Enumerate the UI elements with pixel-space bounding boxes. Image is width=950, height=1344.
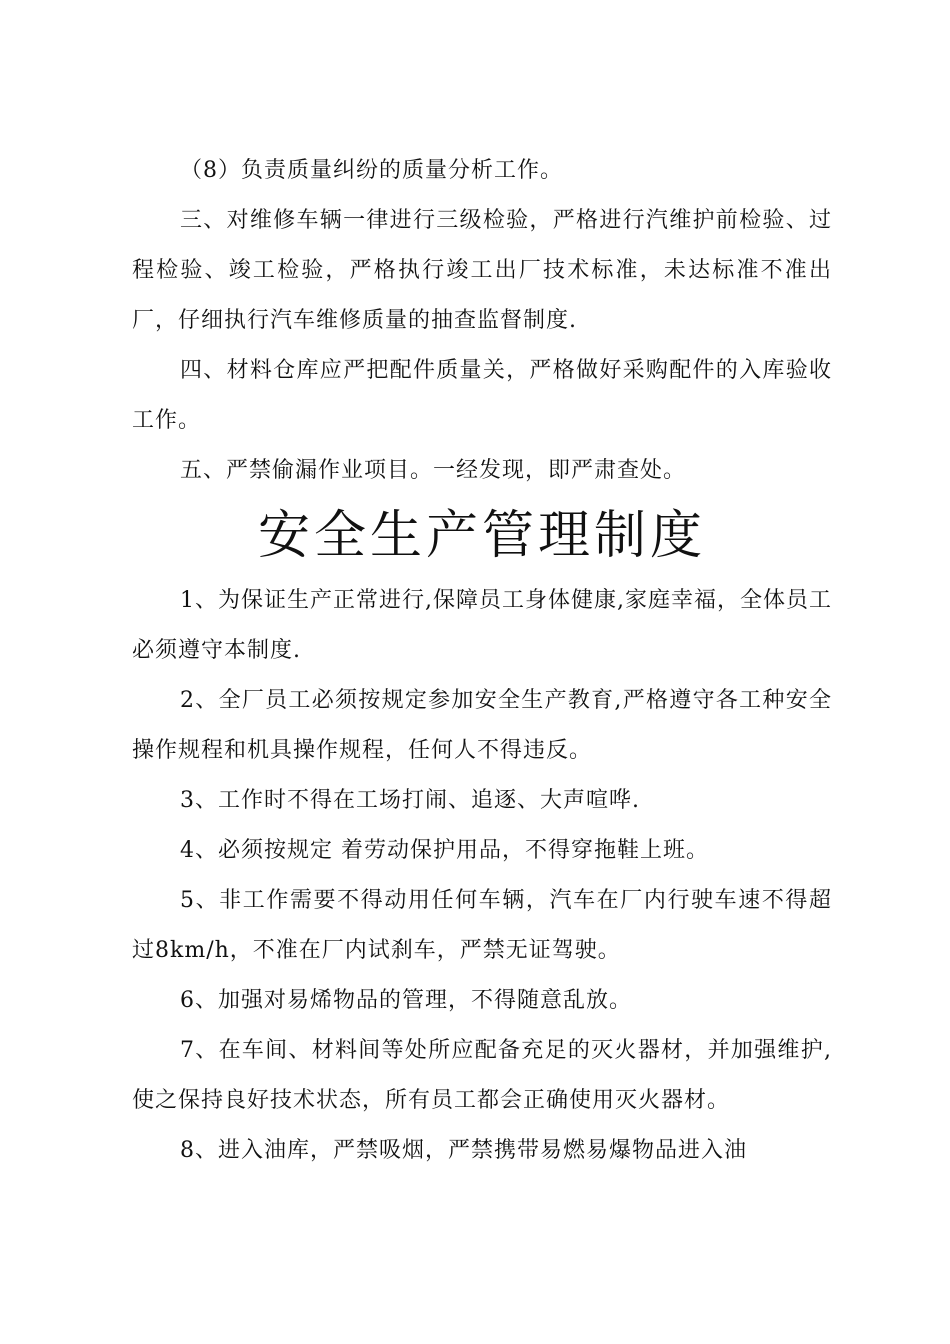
paragraph-no-skipping-items: 五、严禁偷漏作业项目。一经发现，即严肃查处。 — [180, 458, 687, 483]
paragraph-rule-7: 7、在车间、材料间等处所应配备充足的灭火器材，并加强维护,使之保持良好技术状态，所有员工都会正确使用灭火器材。 — [132, 1038, 832, 1113]
paragraph-rule-5: 5、非工作需要不得动用任何车辆，汽车在厂内行驶车速不得超过8km/h，不准在厂内试刹车，严禁无证驾驶。 — [132, 888, 832, 963]
paragraph-rule-6: 6、加强对易烯物品的管理，不得随意乱放。 — [180, 988, 632, 1013]
document-body — [132, 146, 832, 1176]
paragraph-rule-3: 3、工作时不得在工场打闹、追逐、大声喧哗. — [180, 788, 640, 813]
paragraph-rule-1: 1、为保证生产正常进行,保障员工身体健康,家庭幸福，全体员工必须遵守本制度. — [132, 588, 832, 663]
paragraph-rule-2: 2、全厂员工必须按规定参加安全生产教育,严格遵守各工种安全操作规程和机具操作规程，任何人不得违反。 — [132, 688, 832, 763]
paragraph-quality-dispute: （8）负责质量纠纷的质量分析工作。 — [180, 158, 563, 183]
paragraph-rule-4: 4、必须按规定 着劳动保护用品，不得穿拖鞋上班。 — [180, 838, 709, 863]
section-title: 安全生产管理制度 — [257, 506, 706, 566]
paragraph-three-level-inspection: 三、对维修车辆一律进行三级检验，严格进行汽维护前检验、过程检验、竣工检验，严格执行竣工出厂技术标准，未达标准不准出厂，仔细执行汽车维修质量的抽查监督制度. — [132, 208, 832, 333]
paragraph-rule-8: 8、进入油库，严禁吸烟，严禁携带易燃易爆物品进入油 — [180, 1138, 747, 1163]
paragraph-warehouse-parts: 四、材料仓库应严把配件质量关，严格做好采购配件的入库验收工作。 — [132, 358, 832, 433]
